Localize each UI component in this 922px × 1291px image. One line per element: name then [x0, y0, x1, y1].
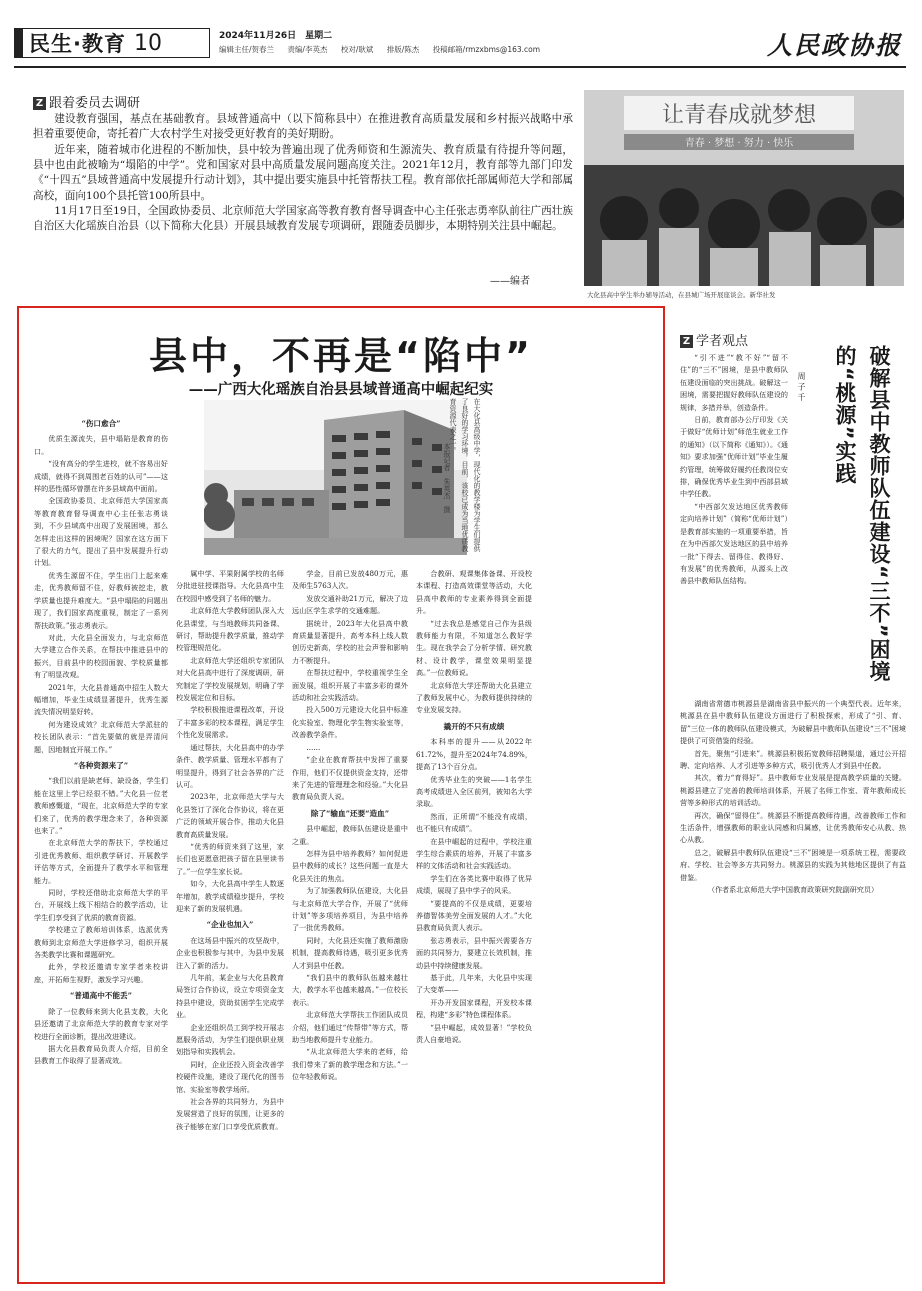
- feature-paragraph: “我们县中的教师队伍越来越壮大，教学水平也越来越高。”一位校长表示。: [292, 973, 408, 1007]
- issue-date: 2024年11月26日 星期二: [219, 31, 333, 41]
- feature-paragraph: 除了一位教师来到大化县支教，大化县还邀请了北京师范大学的教育专家对学校进行全面诊断，提出改进建议。: [34, 1006, 168, 1041]
- feature-paragraph: 北京师范大学教师团队深入大化县课堂，与当地教师共同备课、研讨，帮助提升教学质量，推动学校管理规范化。: [176, 606, 284, 653]
- credit-item: 编辑主任/贺春兰: [219, 45, 275, 54]
- opinion-paragraph: 日前，教育部办公厅印发《关于做好“优师计划”师范生就业工作的通知》（以下简称《通知》）。《通知》要求加强“优师计划”毕业生履约管理，统筹做好履约任教岗位安排，确保优秀毕业生到中西部县域中学任教。: [680, 415, 788, 499]
- feature-paragraph: 同时，大化县还实施了教师激励机制，提高教师待遇，吸引更多优秀人才到县中任教。: [292, 935, 408, 970]
- svg-text:让青春成就梦想: 让青春成就梦想: [661, 103, 817, 128]
- feature-paragraph: “我们以前是缺老师、缺设备，学生们能在这里上学已经很不错。”大化县一位老教师感慨道，“现在，北京师范大学的专家们来了，优秀的教学理念来了，各种资源也来了。”: [34, 776, 168, 835]
- z-tag-icon: Z: [33, 97, 46, 110]
- feature-paragraph: 2021年，大化县普通高中招生人数大幅增加，毕业生成绩显著提升，优秀生源流失情况明显好转。: [34, 682, 168, 717]
- feature-paragraph: “企业在教育帮扶中发挥了重要作用，他们不仅提供资金支持，还带来了先进的管理理念和经验。”大化县教育局负责人说。: [292, 755, 408, 802]
- feature-paragraph: 全国政协委员、北京师范大学国家高等教育教育督导调查中心主任张志勇谈到，不少县域高中出现了发展困境，那么怎样走出这样的困境呢？国家在这方面下了很大的力气，提出了县中发展提升行动计划。: [34, 496, 168, 568]
- credit-item: 投稿邮箱/rmzxbms@163.com: [432, 45, 541, 54]
- photo-credit: 本报记者 朱英杰 摄: [443, 443, 451, 513]
- opinion-paragraph: “引不进”“教不好”“留不住”的“三不”困境，是县中教师队伍建设面临的突出挑战。破解这一困境，需要把握好教师队伍建设的规律，多措并举，创造条件。: [680, 353, 788, 412]
- feature-paragraph: 优质生源流失，县中塌陷是教育的伤口。: [34, 434, 168, 456]
- feature-paragraph: 同时，企业还投入资金改善学校硬件设施，建设了现代化的图书馆、实验室等教学场所。: [176, 1059, 284, 1094]
- feature-paragraph: 企业还组织员工到学校开展志愿服务活动，为学生们提供职业规划指导和实践机会。: [176, 1022, 284, 1057]
- feature-paragraph: 此外，学校还邀请专家学者来校讲座，开拓师生视野，激发学习兴趣。: [34, 962, 168, 984]
- opinion-text-top: [680, 352, 788, 692]
- feature-paragraph: 北京师范大学还组织专家团队对大化县高中进行了深度调研，研究制定了学校发展规划，明确了学校发展定位和目标。: [176, 655, 284, 703]
- feature-paragraph: 对此，大化县全面发力，与北京师范大学建立合作关系，在帮扶中推进县中的振兴，目前县中的校园面貌、学校质量都有了明显改观。: [34, 632, 168, 680]
- feature-paragraph: 社会各界的共同努力，为县中发展营造了良好的氛围，让更多的孩子能够在家门口享受优质教育。: [176, 1097, 284, 1131]
- feature-paragraph: 北京师范大学帮扶工作团队成员介绍，他们通过“传帮带”等方式，帮助当地教师提升专业能力。: [292, 1010, 408, 1045]
- feature-paragraph: 怎样为县中培养教师？如何促进县中教师的成长？这些问题一直是大化县关注的焦点。: [292, 848, 408, 883]
- credit-item: 责编/李英杰: [287, 45, 328, 54]
- feature-title: 县中，不再是“陷中”: [149, 334, 533, 378]
- opinion-paragraph: 首先，聚焦“引进来”。桃源县积极拓宽教师招聘渠道，通过公开招聘、定向培养、人才引进等多种方式，吸引优秀人才到县中任教。: [680, 748, 906, 771]
- subheading: “各种资源来了”: [73, 760, 129, 770]
- feature-paragraph: 在县中崛起的过程中，学校注重学生综合素质的培养，开展了丰富多样的文体活动和社会实践活动。: [416, 836, 532, 871]
- page-number: 10: [133, 30, 162, 56]
- credits: [219, 44, 551, 55]
- feature-paragraph: 在北京师范大学的帮扶下，学校通过引进优秀教师、组织教学研讨、开展教学评估等方式，全面提升了教学水平和管理能力。: [34, 838, 168, 885]
- subheading: “普通高中不能丢”: [70, 991, 132, 1001]
- opinion-author-note: （作者系北京师范大学中国教育政策研究院副研究员）: [707, 885, 879, 895]
- feature-paragraph: 学生们在各类比赛中取得了优异成绩，展现了县中学子的风采。: [416, 873, 532, 896]
- photo-caption: 大化县高中学生举办辅导活动，在县城广场开展座谈会。新华社发: [587, 291, 776, 299]
- opinion-column-label: Z 学者观点: [680, 330, 748, 349]
- feature-paragraph: 属中学、平果附属学校的名师分批进驻授课指导。大化县高中生在校园中感受到了名师的魅力。: [176, 569, 284, 603]
- opinion-paragraph: 再次，确保“留得住”。桃源县不断提高教师待遇，改善教师工作和生活条件，增强教师的职业认同感和归属感，让优秀教师安心从教、热心从教。: [680, 810, 906, 845]
- feature-paragraph: 通过帮扶，大化县高中的办学条件、教学质量、管理水平都有了明显提升，得到了社会各界的广泛认可。: [176, 742, 284, 789]
- subheading: “伤口愈合”: [81, 419, 121, 428]
- feature-paragraph: 为了加强教师队伍建设，大化县与北京师范大学合作，开展了“优师计划”等多项培养项目，为县中培养了一批优秀教师。: [292, 886, 408, 933]
- opinion-text-bottom: [680, 698, 906, 1278]
- feature-paragraph: 2023年，北京师范大学与大化县签订了深化合作协议，将在更广泛的领域开展合作，推动大化县教育高质量发展。: [176, 792, 284, 839]
- feature-paragraph: “优秀的师资来到了这里，家长们也更愿意把孩子留在县里读书了。”一位学生家长说。: [176, 841, 284, 876]
- feature-paragraph: “过去我总是感觉自己作为县级教师能力有限，不知道怎么教好学生。现在我学会了分析学情、研究教材、设计教学，课堂效果明显提高。”一位教师说。: [416, 618, 532, 678]
- feature-paragraph: 投入500万元建设大化县中标准化实验室、物理化学生物实验室等，改善教学条件。: [292, 705, 408, 740]
- svg-text:青春 · 梦想 · 努力 · 快乐: 青春 · 梦想 · 努力 · 快乐: [684, 138, 794, 149]
- feature-paragraph: 如今，大化县高中学生人数逐年增加，教学成绩稳步提升，学校迎来了新的发展机遇。: [176, 879, 284, 913]
- feature-paragraph: 北京师范大学还帮助大化县建立了教师发展中心，为教师提供持续的专业发展支持。: [416, 680, 532, 715]
- section-name: 民生·教育: [29, 32, 126, 56]
- school-building-photo: [204, 400, 467, 555]
- feature-photo-caption: 在大化县高级中学，现代化的教学楼为学生们提供了良好的学习环境。目前，该校已成为当地优质教育资源代表之一。: [449, 398, 481, 552]
- feature-paragraph: 合教研、观课集体备课、开设校本课程、打造高效课堂等活动，大化县高中教师的专业素养得到全面提升。: [416, 569, 532, 616]
- feature-paragraph: 据统计，2023年大化县高中教育质量显著提升，高考本科上线人数创历史新高，学校的社会声誉和影响力不断提升。: [292, 618, 408, 665]
- feature-paragraph: “县中崛起，成效显著！”学校负责人自豪地说。: [416, 1022, 532, 1045]
- feature-paragraph: “从北京师范大学来的老师，给我们带来了新的教学理念和方法。”一位年轻教师说。: [292, 1047, 408, 1082]
- subheading: 撬开的不只有成绩: [443, 721, 505, 731]
- feature-column-4: [416, 568, 532, 1280]
- feature-paragraph: 本科率的提升——从2022年61.72%，提升至2024年74.89%，提高了13个百分点。: [416, 737, 532, 772]
- feature-paragraph: 基于此，几年来，大化县中实现了大变革——: [416, 973, 532, 995]
- opinion-paragraph: 总之，破解县中教师队伍建设“三不”困境是一项系统工程，需要政府、学校、社会等多方共同努力。桃源县的实践为其他地区提供了有益借鉴。: [680, 847, 906, 882]
- feature-paragraph: 据大化县教育局负责人介绍，目前全县教育工作取得了显著成效。: [34, 1043, 168, 1066]
- top-paragraph: 11月17日至19日，全国政协委员、北京师范大学国家高等教育教育督导调查中心主任张志勇率队前往广西壮族自治区大化瑶族自治县（以下简称大化县）开展县域教育发展专项调研，跟随委员脚步，本期特别关注县中崛起。: [33, 205, 573, 233]
- section-box: [14, 28, 210, 58]
- masthead: [14, 22, 906, 68]
- feature-paragraph: ……: [306, 742, 321, 752]
- feature-paragraph: “没有高分的学生进校，就不容易出好成绩，就得不到周围老百姓的认可”——这样的恶性循环曾摆在许多县域高中面前。: [34, 459, 168, 494]
- feature-paragraph: 在这场县中振兴的攻坚战中，企业也积极参与其中，为县中发展注入了新的活力。: [176, 935, 284, 970]
- top-paragraph: 建设教育强国，基点在基础教育。县域普通高中（以下简称县中）在推进教育高质量发展和乡村振兴战略中承担着重要使命，寄托着广大农村学生对接受更好教育的美好期盼。: [33, 113, 573, 141]
- subheading: “企业也加入”: [206, 920, 254, 930]
- z-tag-icon: Z: [680, 335, 693, 348]
- paper-logo: 人民政协报: [766, 31, 902, 60]
- feature-paragraph: 在帮扶过程中，学校重视学生全面发展，组织开展了丰富多彩的课外活动和社会实践活动。: [292, 668, 408, 703]
- top-column-label: Z 跟着委员去调研: [33, 92, 140, 111]
- feature-paragraph: 然而，正所谓“不能没有成绩，也不能只有成绩”。: [416, 811, 532, 834]
- opinion-author: 周 子 千: [797, 372, 806, 402]
- feature-paragraph: 张志勇表示，县中振兴需要各方面的共同努力，要建立长效机制，推动县中持续健康发展。: [416, 935, 532, 970]
- feature-paragraph: 优秀毕业生的突破——1名学生高考成绩进入全区前列，被知名大学录取。: [416, 774, 532, 809]
- feature-paragraph: 发放交通补助21万元，解决了边远山区学生求学的交通难题。: [292, 593, 408, 616]
- feature-subtitle: ——广西大化瑶族自治县县域普通高中崛起纪实: [188, 382, 494, 398]
- feature-paragraph: 学金，目前已发放480万元，惠及师生5763人次。: [292, 569, 408, 591]
- feature-paragraph: 开办开发国家课程，开发校本课程，构建“多彩”特色课程体系。: [416, 997, 532, 1020]
- feature-paragraph: 何为建设成效？北京师范大学派驻的校长团队表示：“首先要做的就是弄清问题，因地制宜开展工作。”: [34, 719, 168, 754]
- feature-column-1: [34, 414, 168, 1280]
- feature-column-3: [292, 568, 408, 1280]
- classroom-photo: [584, 90, 904, 286]
- credit-item: 校对/耿斌: [340, 45, 374, 54]
- feature-column-2: [176, 568, 284, 1280]
- opinion-paragraph: 其次，着力“育得好”。县中教师专业发展是提高教学质量的关键。桃源县建立了完善的教师培训体系，开展了名师工作室、青年教师成长营等多种形式的培训活动。: [680, 773, 906, 808]
- feature-paragraph: 县中崛起，教师队伍建设是重中之重。: [292, 824, 408, 846]
- feature-paragraph: 学校建立了教师培训体系，选派优秀教师到北京师范大学进修学习，组织开展各类教学比赛和课题研究。: [34, 925, 168, 960]
- section-bar: [14, 28, 23, 58]
- opinion-paragraph: “中西部欠发达地区优秀教师定向培养计划”（简称“优师计划”）是教育部实施的一项重要举措，旨在为中西部欠发达地区的县中培养一批“下得去、留得住、教得好、有发展”的优秀教师，从源头上改善县中教师队伍结构。: [680, 501, 788, 586]
- feature-paragraph: “要提高的不仅是成绩，更要培养德智体美劳全面发展的人才。”大化县教育局负责人表示。: [416, 898, 532, 933]
- editor-signature: ——编者: [490, 276, 530, 287]
- opinion-paragraph: 湖南省常德市桃源县是湖南省县中振兴的一个典型代表。近年来，桃源县在县中教师队伍建设方面进行了积极探索，形成了“引、育、留”三位一体的教师队伍建设模式，为破解县中教师队伍建设“三不”困境提供了可资借鉴的经验。: [680, 699, 906, 746]
- credit-item: 排版/陈杰: [386, 45, 420, 54]
- feature-paragraph: 几年前，某企业与大化县教育局签订合作协议，设立专项资金支持县中建设，资助贫困学生完成学业。: [176, 973, 284, 1020]
- feature-paragraph: 优秀生源留不住，学生出门上起来难走，优秀教师留不住，好教师被挖走，教学质量也提升难度大。“县中塌陷的问题出现了，我们国家高度重视，制定了一系列帮扶政策。”张志勇表示。: [34, 570, 168, 630]
- opinion-title: 破解县中教师队伍建设“三不”困境的“桃源”实践: [833, 345, 891, 683]
- subheading: 除了“输血”还要“造血”: [310, 808, 390, 818]
- feature-paragraph: 学校积极推进课程改革，开设了丰富多彩的校本课程，满足学生个性化发展需求。: [176, 705, 284, 740]
- feature-paragraph: 同时，学校还借助北京师范大学的平台，开展线上线下相结合的教学活动，让学生们享受到了优质的教育资源。: [34, 888, 168, 922]
- top-paragraph: 近年来，随着城市化进程的不断加快，县中较为普遍出现了优秀师资和生源流失、教育质量有待提升等问题，县中也由此被喻为“塌陷的中学”。党和国家对县中高质量发展问题高度关注。2021年12月，教育部等九部门印发《“十四五”县域普通高中发展提升行动计划》，其中提出要实施县中托管帮扶工程。教育部依托部属师范大学和部属高校，面向100个县托管100所县中。: [33, 144, 573, 202]
